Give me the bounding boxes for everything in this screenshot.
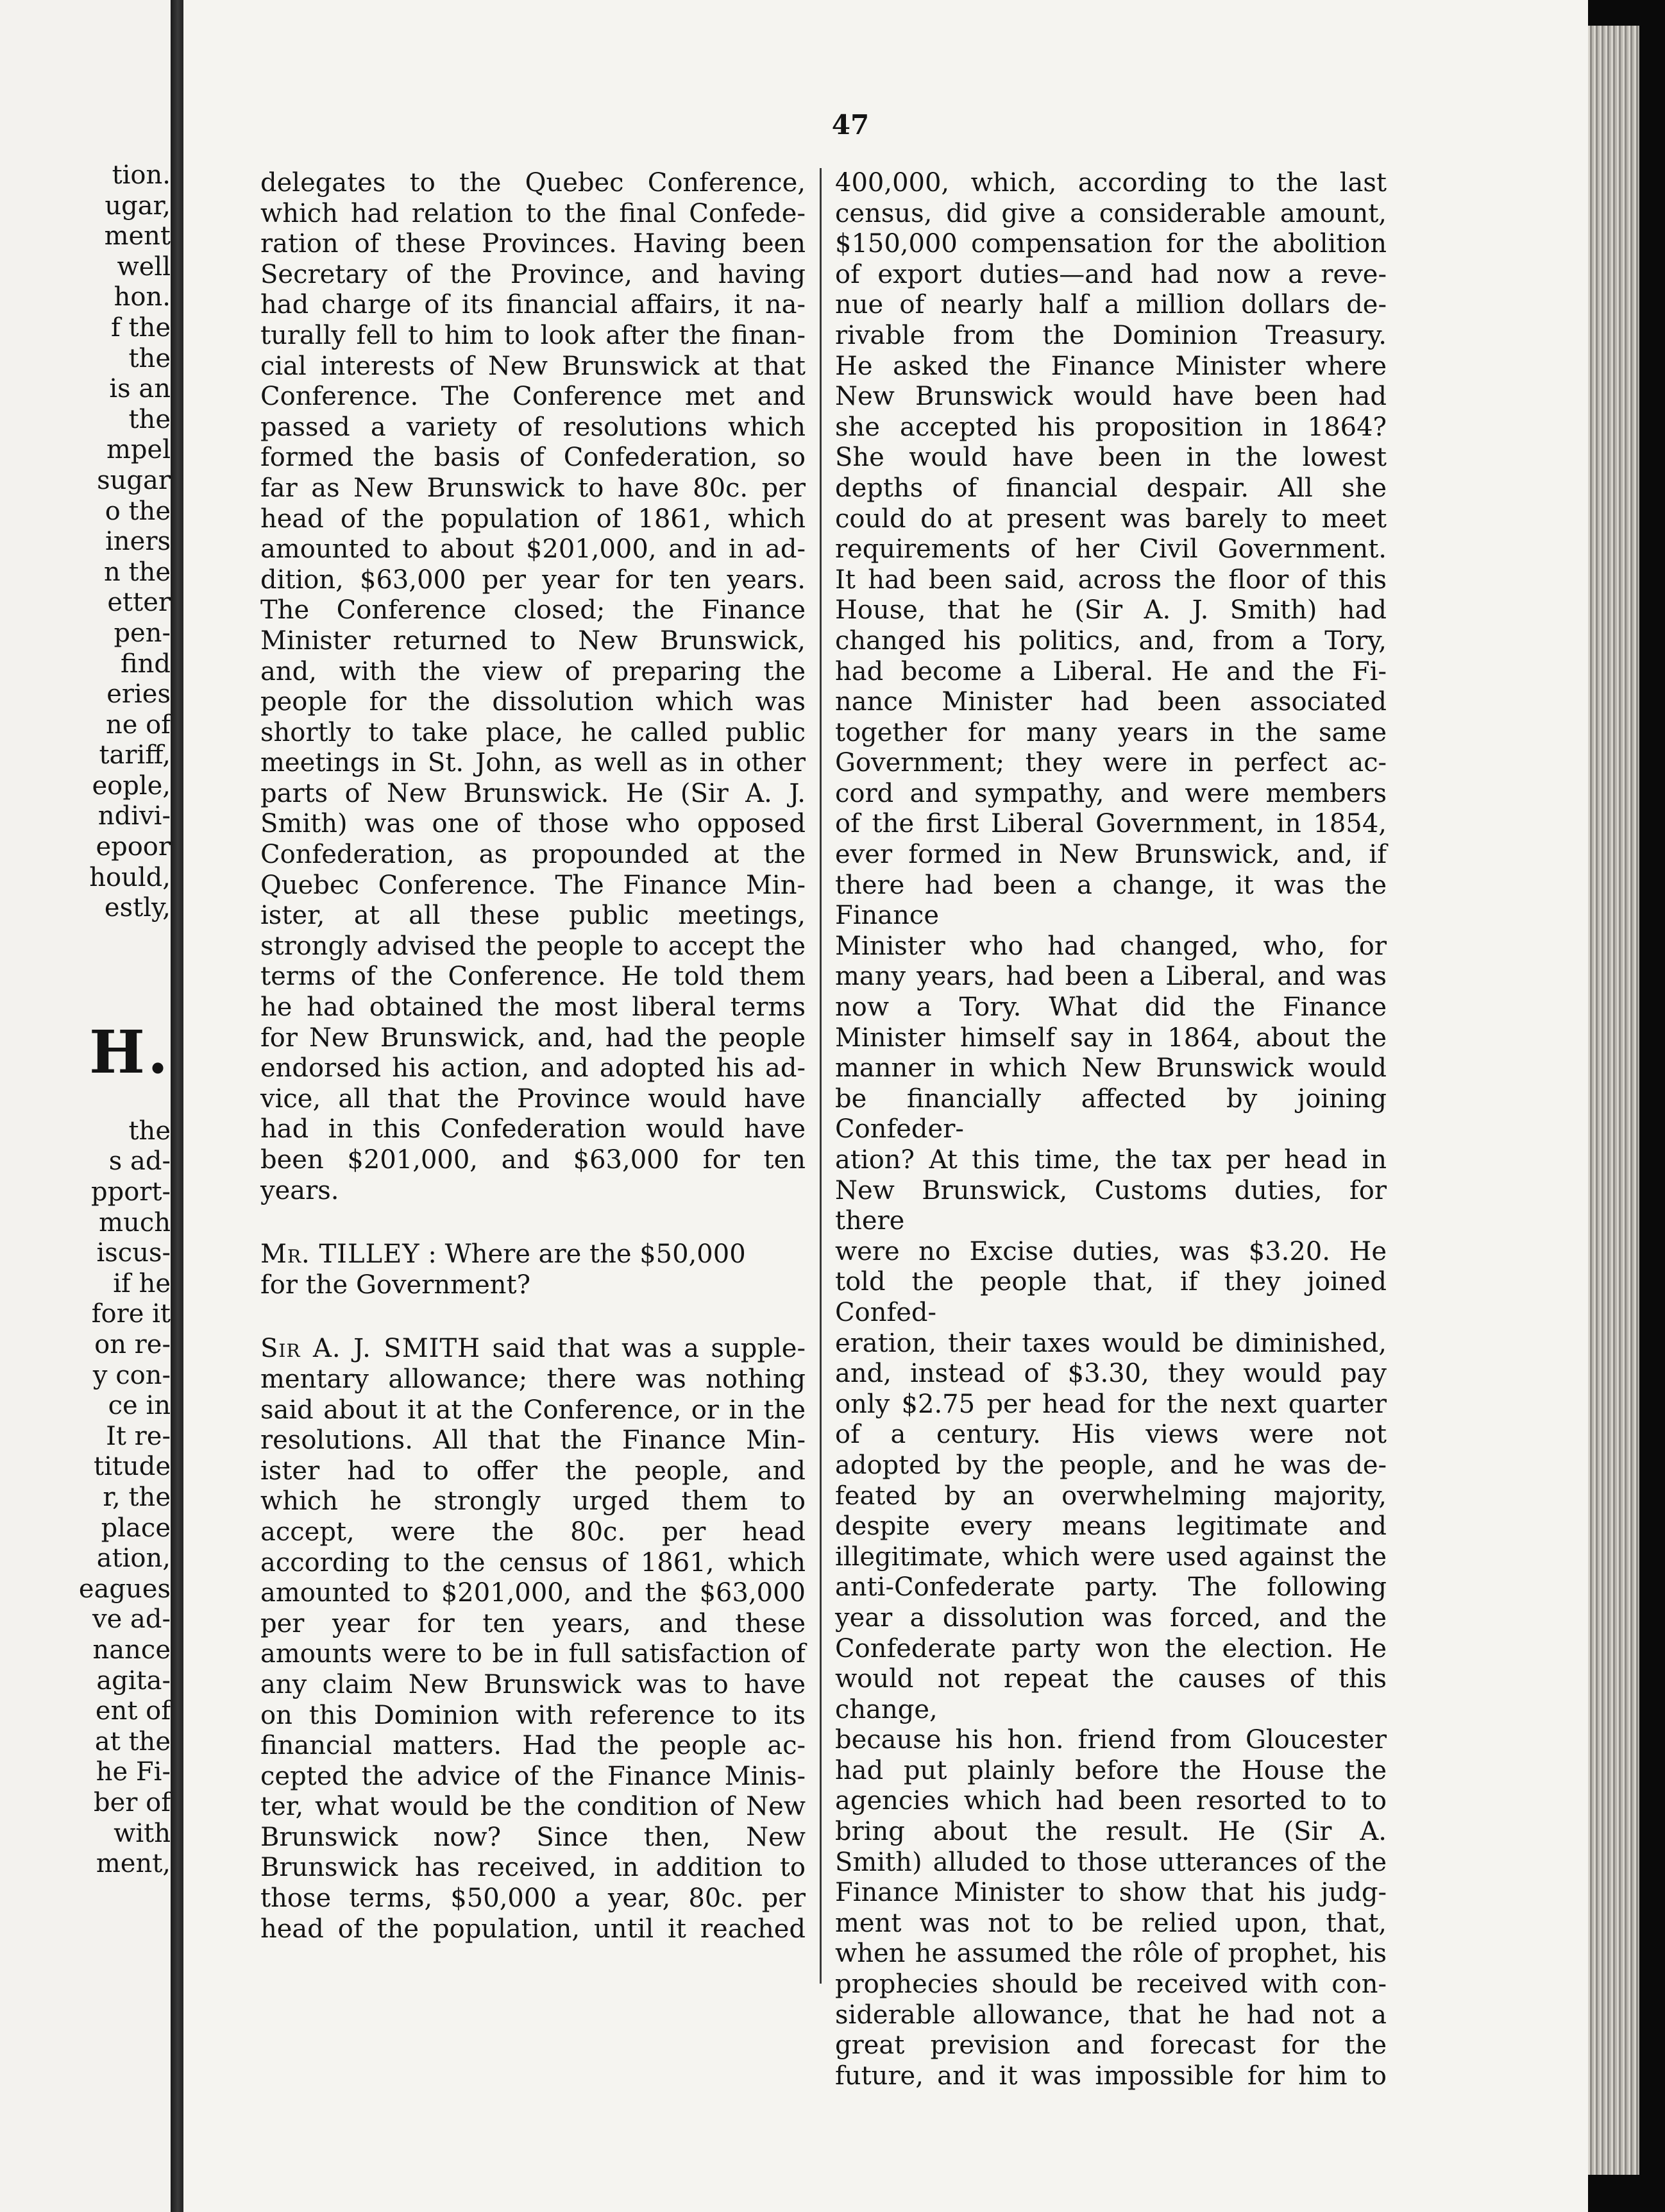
text-line: Smith) was one of those who opposed <box>260 809 806 839</box>
facing-page-line: hon. <box>114 282 171 312</box>
paragraph-smith-reply-opening: Sir A. J. SMITH said that was a supple- <box>260 1334 806 1364</box>
text-line: ration of these Provinces. Having been <box>260 229 806 259</box>
facing-page-line: y con- <box>92 1360 171 1390</box>
text-line: It had been said, across the floor of this <box>835 565 1387 595</box>
facing-page-line: pen- <box>114 618 171 648</box>
text-line: formed the basis of Confederation, so <box>260 443 806 473</box>
text-line: people for the dissolution which was <box>260 687 806 717</box>
text-line: Finance Minister to show that his judg- <box>835 1878 1387 1908</box>
facing-page-line: if he <box>113 1268 171 1298</box>
facing-page-line: It re- <box>106 1421 171 1451</box>
paragraph-smith-reply <box>260 1365 806 1944</box>
facing-page-line: tariff, <box>99 740 171 770</box>
background-edge <box>1639 0 1665 2212</box>
text-line: $150,000 compensation for the abolition <box>835 229 1387 259</box>
facing-page-line: ber of <box>94 1787 171 1817</box>
facing-page-line: the <box>128 404 171 434</box>
text-line: Government; they were in perfect ac- <box>835 748 1387 778</box>
column-rule <box>820 168 822 1984</box>
book-gutter <box>171 0 183 2212</box>
text-line: census, did give a considerable amount, <box>835 198 1387 228</box>
text-line: Minister returned to New Brunswick, <box>260 625 806 656</box>
text-line: because his hon. friend from Gloucester <box>835 1725 1387 1755</box>
text-line: anti-Confederate party. The following <box>835 1572 1387 1603</box>
text-line: had put plainly before the House the <box>835 1755 1387 1785</box>
speaker-name: Sir A. J. SMITH <box>260 1334 481 1364</box>
text-line: Minister who had changed, who, for <box>835 931 1387 961</box>
text-line: bring about the result. He (Sir A. <box>835 1817 1387 1847</box>
text-line: The Conference closed; the Finance <box>260 595 806 625</box>
text-line: feated by an overwhelming majority, <box>835 1481 1387 1511</box>
facing-page-line: ation, <box>96 1544 171 1574</box>
text-line: requirements of her Civil Government. <box>835 534 1387 565</box>
facing-page-line: iscus- <box>96 1238 171 1268</box>
facing-page-line: ment, <box>96 1849 171 1879</box>
text-line: New Brunswick would have been had <box>835 382 1387 412</box>
text-line: strongly advised the people to accept the <box>260 931 806 961</box>
text-line: of a century. His views were not <box>835 1420 1387 1450</box>
facing-page-line: sugar <box>97 465 171 495</box>
facing-page-line: the <box>128 1116 171 1146</box>
facing-page-line: eople, <box>92 770 171 801</box>
text-line: head of the population, until it reached <box>260 1914 806 1944</box>
text-line: ever formed in New Brunswick, and, if <box>835 840 1387 870</box>
paragraph-smith-reply-continued <box>835 168 1387 2091</box>
text-line: Secretary of the Province, and having <box>260 259 806 289</box>
text-line: great prevision and forecast for the <box>835 2030 1387 2061</box>
facing-page-line: ent of <box>95 1696 171 1726</box>
text-line: resolutions. All that the Finance Min- <box>260 1425 806 1456</box>
facing-page-line: with <box>114 1818 171 1848</box>
facing-page-line: hould, <box>89 862 171 892</box>
text-line: amounted to about $201,000, and in ad- <box>260 534 806 565</box>
text-line: for New Brunswick, and, had the people <box>260 1023 806 1053</box>
text-line: together for many years in the same <box>835 717 1387 747</box>
speaker-name: Mr. TILLEY <box>260 1239 420 1270</box>
text-line: only $2.75 per head for the next quarter <box>835 1389 1387 1419</box>
text-line: be financially affected by joining Confeder- <box>835 1084 1387 1144</box>
text-line: been $201,000, and $63,000 for ten <box>260 1145 806 1175</box>
text-line: eration, their taxes would be diminished, <box>835 1328 1387 1358</box>
text-line: amounted to $201,000, and the $63,000 <box>260 1578 806 1608</box>
text-line: manner in which New Brunswick would <box>835 1053 1387 1084</box>
text-line: ation? At this time, the tax per head in <box>835 1145 1387 1175</box>
facing-page-line: is an <box>109 374 171 404</box>
text-line: nance Minister had been associated <box>835 687 1387 717</box>
text-line: would not repeat the causes of this change, <box>835 1664 1387 1724</box>
text-line: shortly to take place, he called public <box>260 717 806 747</box>
facing-page-line: the <box>128 343 171 373</box>
facing-page-line: eagues <box>78 1574 171 1604</box>
facing-page-line: ve ad- <box>92 1604 171 1635</box>
page-edges <box>1588 26 1639 2175</box>
facing-page-line: epoor <box>96 832 171 862</box>
facing-page-line: well <box>117 251 171 282</box>
facing-page-text <box>3 160 171 1880</box>
text-line: future, and it was impossible for him to <box>835 2061 1387 2091</box>
page-number: 47 <box>831 109 870 140</box>
text-line: had become a Liberal. He and the Fi- <box>835 656 1387 686</box>
facing-page-line: fore it <box>91 1299 171 1329</box>
right-column <box>835 168 1387 2091</box>
text-line: ister had to offer the people, and <box>260 1456 806 1486</box>
text-line: were no Excise duties, was $3.20. He <box>835 1236 1387 1266</box>
text-line: 400,000, which, according to the last <box>835 168 1387 198</box>
text-line: Brunswick now? Since then, New <box>260 1822 806 1852</box>
facing-page-line: r, the <box>103 1482 171 1512</box>
left-column <box>260 168 806 1944</box>
facing-page-line: ugar, <box>105 191 171 221</box>
text-line: those terms, $50,000 a year, 80c. per <box>260 1884 806 1914</box>
text-line: He asked the Finance Minister where <box>835 351 1387 381</box>
text-line: delegates to the Quebec Conference, <box>260 168 806 198</box>
text-line: passed a variety of resolutions which <box>260 412 806 442</box>
text-line: agencies which had been resorted to to <box>835 1786 1387 1816</box>
text-line: changed his politics, and, from a Tory, <box>835 625 1387 656</box>
text-line: Smith) alluded to those utterances of the <box>835 1847 1387 1877</box>
text-line: many years, had been a Liberal, and was <box>835 962 1387 992</box>
text-line: parts of New Brunswick. He (Sir A. J. <box>260 778 806 808</box>
text-line: could do at present was barely to meet <box>835 504 1387 534</box>
text-line: Confederate party won the election. He <box>835 1633 1387 1663</box>
facing-page-line: ce in <box>108 1391 171 1421</box>
text-line: had charge of its financial affairs, it na- <box>260 290 806 320</box>
text-line: endorsed his action, and adopted his ad- <box>260 1053 806 1084</box>
facing-page-line: tion. <box>112 160 171 190</box>
facing-page-line: nance <box>92 1635 171 1665</box>
text-line: far as New Brunswick to have 80c. per <box>260 473 806 503</box>
text-line: rivable from the Dominion Treasury. <box>835 320 1387 350</box>
text-line: when he assumed the rôle of prophet, his <box>835 1939 1387 1969</box>
text-line: cord and sympathy, and were members <box>835 778 1387 808</box>
facing-page-line: agita- <box>96 1665 171 1696</box>
facing-page-line: on re- <box>94 1330 171 1359</box>
text-line: turally fell to him to look after the finan- <box>260 320 806 350</box>
text-line: mentary allowance; there was nothing <box>260 1364 806 1394</box>
facing-page-line: etter <box>107 588 171 618</box>
text-line: and, with the view of preparing the <box>260 656 806 686</box>
text-line: nue of nearly half a million dollars de- <box>835 290 1387 320</box>
text-line: told the people that, if they joined Confed- <box>835 1267 1387 1327</box>
text-line: of the first Liberal Government, in 1854, <box>835 809 1387 839</box>
text-line: prophecies should be received with con- <box>835 1970 1387 2000</box>
text-line: cepted the advice of the Finance Minis- <box>260 1761 806 1791</box>
text-line: terms of the Conference. He told them <box>260 962 806 992</box>
paragraph-confederation-history <box>260 168 806 1206</box>
facing-page-line: n the <box>104 557 171 587</box>
text-line: accept, were the 80c. per head <box>260 1517 806 1547</box>
text-line: which had relation to the final Confede- <box>260 198 806 228</box>
text-line: said about it at the Conference, or in the <box>260 1395 806 1425</box>
text-line: per year for ten years, and these <box>260 1608 806 1638</box>
facing-page-fragment <box>0 0 171 2212</box>
text-line: Conference. The Conference met and <box>260 382 806 412</box>
facing-page-line: he Fi- <box>96 1757 171 1787</box>
facing-page-heading: H. <box>89 1017 171 1087</box>
text-line: years. <box>260 1175 339 1205</box>
text-line: which he strongly urged them to <box>260 1486 806 1517</box>
text-line: She would have been in the lowest <box>835 443 1387 473</box>
text-line: she accepted his proposition in 1864? <box>835 412 1387 442</box>
facing-page-line: ment <box>104 221 171 251</box>
text-line: meetings in St. John, as well as in other <box>260 748 806 778</box>
text-line: Minister himself say in 1864, about the <box>835 1023 1387 1053</box>
text-line: now a Tory. What did the Finance <box>835 992 1387 1023</box>
text-line: Confederation, as propounded at the <box>260 840 806 870</box>
facing-page-line: estly, <box>104 893 171 923</box>
text-line: financial matters. Had the people ac- <box>260 1731 806 1761</box>
text-line: according to the census of 1861, which <box>260 1547 806 1578</box>
facing-page-line: pport- <box>90 1177 171 1207</box>
text-line: adopted by the people, and he was de- <box>835 1450 1387 1480</box>
text-line: illegitimate, which were used against the <box>835 1542 1387 1572</box>
text-line: head of the population of 1861, which <box>260 504 806 534</box>
facing-page-line: titude <box>94 1452 171 1482</box>
text-line: Brunswick has received, in addition to <box>260 1853 806 1883</box>
text-line: dition, $63,000 per year for ten years. <box>260 565 806 595</box>
text-line: and, instead of $3.30, they would pay <box>835 1359 1387 1389</box>
paragraph-tilley-question: Mr. TILLEY : Where are the $50,000 <box>260 1239 746 1270</box>
facing-page-line: ndivi- <box>97 801 171 831</box>
page <box>183 0 1588 2212</box>
text-line: had in this Confederation would have <box>260 1114 806 1144</box>
text-line: amounts were to be in full satisfaction of <box>260 1639 806 1669</box>
text-line: despite every means legitimate and <box>835 1511 1387 1542</box>
facing-page-line: eries <box>106 679 171 710</box>
text-line: there had been a change, it was the Finance <box>835 870 1387 931</box>
facing-page-line: f the <box>110 312 171 343</box>
text-line: siderable allowance, that he had not a <box>835 2000 1387 2030</box>
text-line: ister, at all these public meetings, <box>260 901 806 931</box>
tilley-question-continued: for the Government? <box>260 1270 531 1300</box>
facing-page-line: o the <box>105 496 171 526</box>
facing-page-line: s ad- <box>108 1146 171 1177</box>
facing-page-line: much <box>99 1207 171 1238</box>
text-line: Quebec Conference. The Finance Min- <box>260 870 806 900</box>
text-line: House, that he (Sir A. J. Smith) had <box>835 595 1387 625</box>
text-line: he had obtained the most liberal terms <box>260 992 806 1023</box>
text-line: on this Dominion with reference to its <box>260 1700 806 1730</box>
facing-page-line: mpel <box>106 435 171 465</box>
facing-page-line: ne of <box>105 710 171 740</box>
text-line: ter, what would be the condition of New <box>260 1792 806 1822</box>
text-line: any claim New Brunswick was to have <box>260 1669 806 1699</box>
text-line: vice, all that the Province would have <box>260 1084 806 1114</box>
text-line: cial interests of New Brunswick at that <box>260 351 806 381</box>
facing-page-line: at the <box>94 1726 171 1757</box>
text-line: New Brunswick, Customs duties, for there <box>835 1175 1387 1236</box>
text-line: depths of financial despair. All she <box>835 473 1387 503</box>
text-line: year a dissolution was forced, and the <box>835 1603 1387 1633</box>
facing-page-line: iners <box>105 527 171 557</box>
facing-page-line: find <box>120 649 171 679</box>
text-line: of export duties—and had now a reve- <box>835 259 1387 289</box>
facing-page-line: place <box>101 1513 171 1543</box>
text-line: ment was not to be relied upon, that, <box>835 1908 1387 1938</box>
